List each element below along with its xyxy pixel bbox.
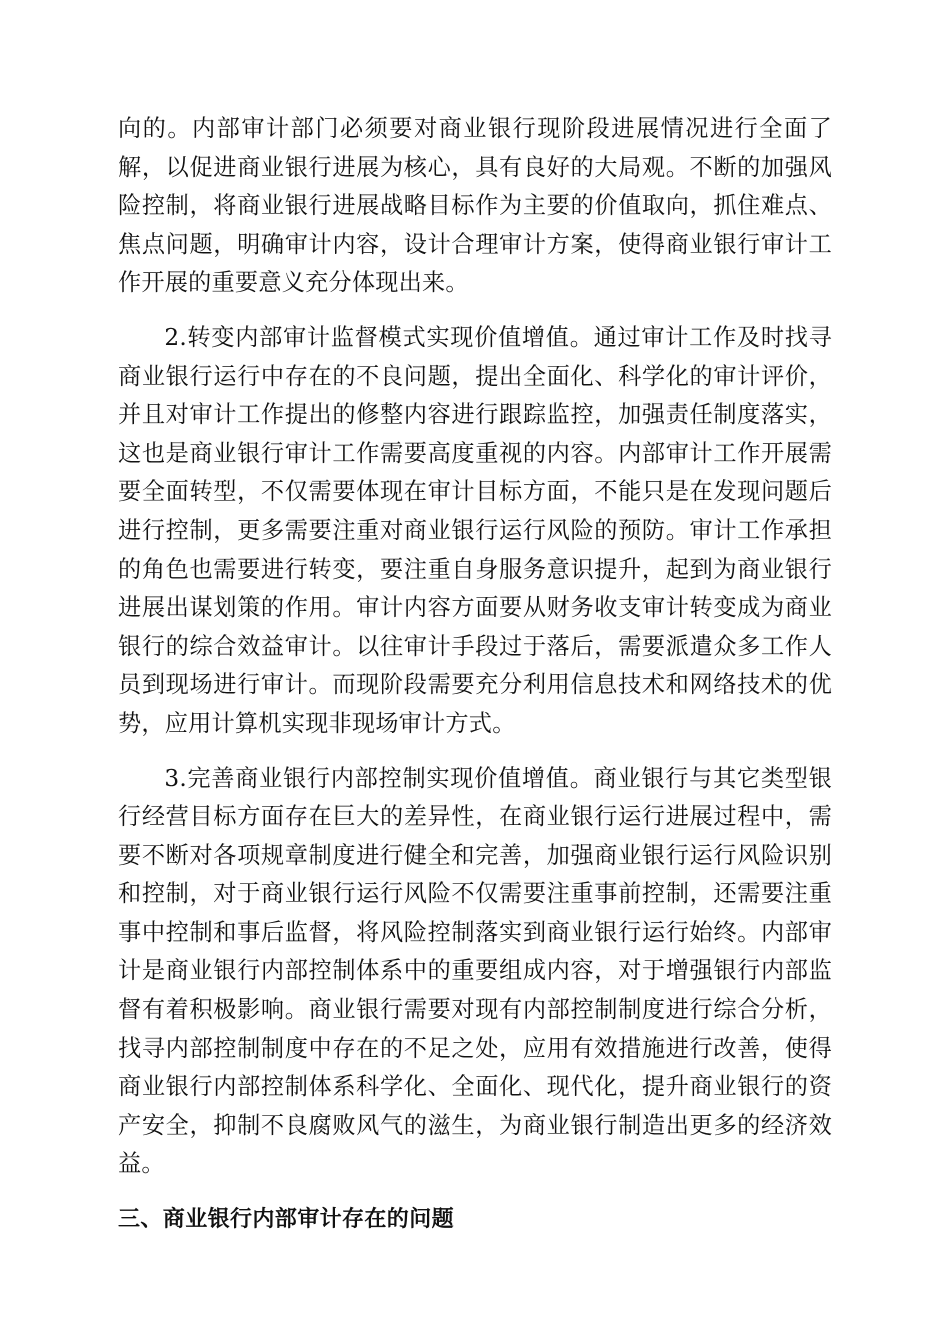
section-heading: 三、商业银行内部审计存在的问题 (118, 1207, 455, 1233)
paragraph-item-3: 3.完善商业银行内部控制实现价值增值。商业银行与其它类型银行经营目标方面存在巨大的差异性，在商业银行运行进展过程中，需要不断对各项规章制度进行健全和完善，加强商业银行运行风险识别和控制，对于商业银行运行风险不仅需要注重事前控制，还需要注重事中控制和事后监督，将风险控制落实到商业银行运行始终。内部审计是商业银行内部控制体系中的重要组成内容，对于增强银行内部监督有着积极影响。商业银行需要对现有内部控制制度进行综合分析，找寻内部控制制度中存在的不足之处，应用有效措施进行改善，使得商业银行内部控制体系科学化、全面化、现代化，提升商业银行的资产安全，抑制不良腐败风气的滋生，为商业银行制造出更多的经济效益。 (118, 764, 832, 1178)
document-body (118, 110, 832, 1238)
paragraph-item-2: 2.转变内部审计监督模式实现价值增值。通过审计工作及时找寻商业银行运行中存在的不良问题，提出全面化、科学化的审计评价，并且对审计工作提出的修整内容进行跟踪监控，加强责任制度落实，这也是商业银行审计工作需要高度重视的内容。内部审计工作开展需要全面转型，不仅需要体现在审计目标方面，不能只是在发现问题后进行控制，更多需要注重对商业银行运行风险的预防。审计工作承担的角色也需要进行转变，要注重自身服务意识提升，起到为商业银行进展出谋划策的作用。审计内容方面要从财务收支审计转变成为商业银行的综合效益审计。以往审计手段过于落后，需要派遣众多工作人员到现场进行审计。而现阶段需要充分利用信息技术和网络技术的优势，应用计算机实现非现场审计方式。 (118, 323, 832, 737)
paragraph-continuation: 向的。内部审计部门必须要对商业银行现阶段进展情况进行全面了解，以促进商业银行进展为核心，具有良好的大局观。不断的加强风险控制，将商业银行进展战略目标作为主要的价值取向，抓住难点、焦点问题，明确审计内容，设计合理审计方案，使得商业银行审计工作开展的重要意义充分体现出来。 (118, 115, 832, 297)
paragraph-gap (118, 303, 832, 319)
paragraph-gap (118, 744, 832, 760)
